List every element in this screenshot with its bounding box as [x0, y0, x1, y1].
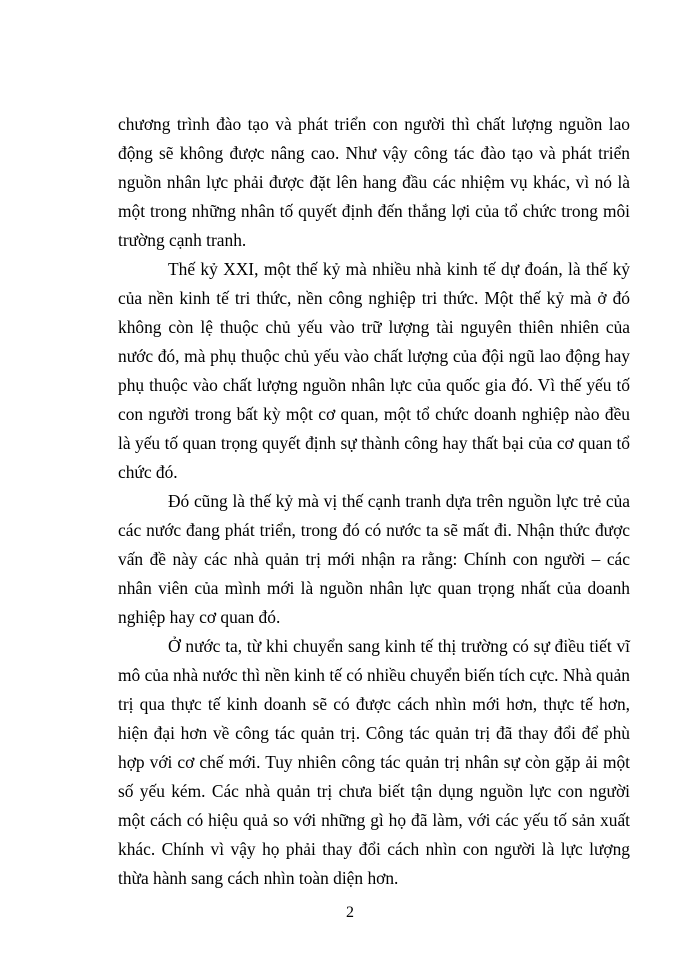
- paragraph-vietnam-management: Ở nước ta, từ khi chuyển sang kinh tế thị trường có sự điều tiết vĩ mô của nhà nước thì nền kinh tế có nhiều chuyển biến tích cực. Nhà quản trị qua thực tế kinh doanh sẽ có được cách nhìn mới hơn, thực tế hơn, hiện đại hơn về công tác quản trị. Công tác quản trị đã thay đổi để phù hợp với cơ chế mới. Tuy nhiên công tác quản trị nhân sự còn gặp ải một số yếu kém. Các nhà quản trị chưa biết tận dụng nguồn lực con người một cách có hiệu quả so với những gì họ đã làm, với các yếu tố sản xuất khác. Chính vì vậy họ phải thay đổi cách nhìn con người là lực lượng thừa hành sang cách nhìn toàn diện hơn.: [118, 636, 630, 888]
- paragraph-twenty-first-century: Thế kỷ XXI, một thế kỷ mà nhiều nhà kinh tế dự đoán, là thế kỷ của nền kinh tế tri thức, nền công nghiệp tri thức. Một thế kỷ mà ở đó không còn lệ thuộc chủ yếu vào trữ lượng tài nguyên thiên nhiên của nước đó, mà phụ thuộc chủ yếu vào chất lượng của đội ngũ lao động hay phụ thuộc vào chất lượng nguồn nhân lực của quốc gia đó. Vì thế yếu tố con người trong bất kỳ một cơ quan, một tổ chức doanh nghiệp nào đều là yếu tố quan trọng quyết định sự thành công hay thất bại của cơ quan tổ chức đó.: [118, 259, 630, 482]
- paragraph-competitive-position: Đó cũng là thế kỷ mà vị thế cạnh tranh dựa trên nguồn lực trẻ của các nước đang phát triển, trong đó có nước ta sẽ mất đi. Nhận thức được vấn đề này các nhà quản trị mới nhận ra rằng: Chính con người – các nhân viên của mình mới là nguồn nhân lực quan trọng nhất của doanh nghiệp hay cơ quan đó.: [118, 491, 630, 627]
- page-number: 2: [346, 904, 354, 921]
- paragraph-continuation: chương trình đào tạo và phát triển con người thì chất lượng nguồn lao động sẽ không được nâng cao. Như vậy công tác đào tạo và phát triển nguồn nhân lực phải được đặt lên hang đầu các nhiệm vụ khác, vì nó là một trong những nhân tố quyết định đến thắng lợi của tổ chức trong môi trường cạnh tranh.: [118, 114, 630, 250]
- body-text: [118, 110, 630, 893]
